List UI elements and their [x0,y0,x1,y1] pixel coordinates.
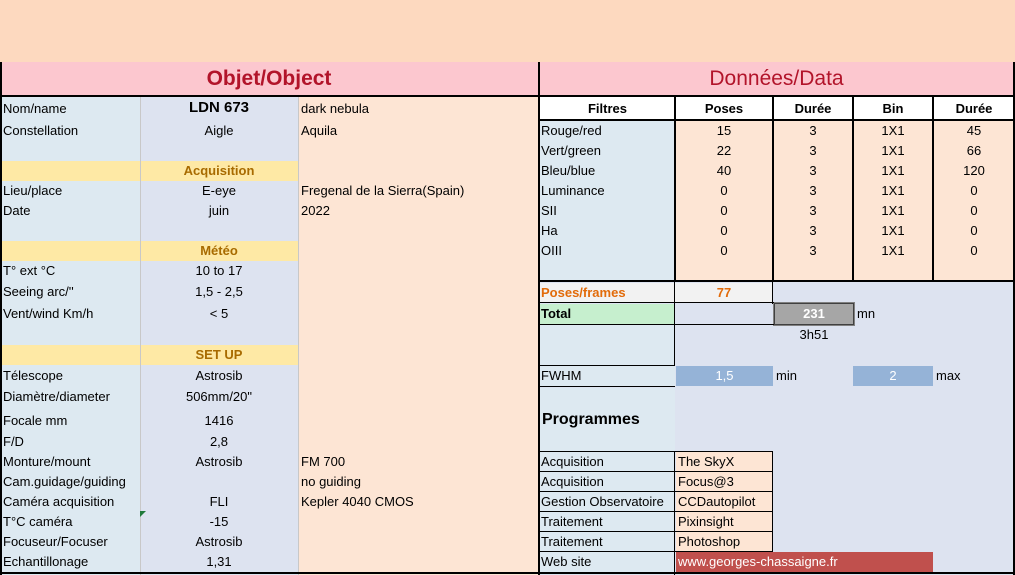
temp-value: 10 to 17 [195,263,243,278]
program-label: Gestion Observatoire [540,492,675,512]
filter-poses: 22 [716,143,732,158]
program-value: Photoshop [676,532,773,552]
filter-poses: 40 [716,163,732,178]
setup-label: Monture/mount [3,454,91,469]
filter-total: 66 [966,143,982,158]
place-label: Lieu/place [3,183,63,198]
filter-bin: 1X1 [881,183,905,198]
filter-poses: 0 [720,243,728,258]
setup-value: FLI [209,494,229,509]
grid-line [540,531,773,532]
setup-band-left [0,345,140,365]
setup-value: 1,31 [206,554,232,569]
filter-total: 0 [970,243,978,258]
setup-value: Astrosib [195,534,243,549]
comment-indicator-icon [140,511,146,517]
wind-value: < 5 [209,306,229,321]
grid-line [540,302,774,303]
grid-line [540,451,773,452]
filter-total: 0 [970,203,978,218]
grid-line [540,511,773,512]
temp-label: T° ext °C [3,263,56,278]
filter-bin: 1X1 [881,143,905,158]
frames-value: 77 [675,283,773,303]
filter-duration: 3 [809,143,817,158]
setup-value: Astrosib [195,454,243,469]
setup-label: Diamètre/diameter [3,389,110,404]
poses-header: Poses [675,98,773,120]
filter-total: 120 [963,163,985,178]
filter-bin: 1X1 [881,123,905,138]
filter-total: 0 [970,183,978,198]
grid-line [772,282,773,304]
grid-line [538,62,540,575]
filter-duration: 3 [809,203,817,218]
setup-label: Focuseur/Focuser [3,534,108,549]
grid-line [540,324,774,325]
duration-header: Durée [773,98,853,120]
filter-duration: 3 [809,183,817,198]
wind-label: Vent/wind Km/h [3,306,94,321]
filter-name: Luminance [541,183,605,198]
seeing-label: Seeing arc/'' [3,284,74,299]
setup-label: F/D [3,434,24,449]
grid-line [772,97,774,282]
total-label: Total [540,304,675,324]
constellation-label: Constellation [3,123,79,138]
program-label: Traitement [540,512,675,532]
grid-line [674,282,675,366]
programmes-title: Programmes [542,411,640,428]
grid-line [0,62,2,575]
total-hm: 3h51 [799,327,829,342]
date-month: juin [208,203,230,218]
setup-note: FM 700 [301,454,346,469]
grid-line [140,97,141,575]
name-label: Nom/name [3,101,67,116]
grid-line [298,97,299,575]
program-label: Acquisition [540,452,675,472]
filter-name: Ha [541,223,558,238]
acquisition-section: Acquisition [140,161,298,181]
grid-line [538,280,1015,282]
filter-duration: 3 [809,223,817,238]
fwhm-min-value: 1,5 [676,366,773,386]
constellation-fr: Aigle [204,123,234,138]
setup-note: no guiding [301,474,361,489]
grid-line [852,97,854,282]
program-value: The SkyX [676,452,773,472]
filter-duration: 3 [809,123,817,138]
frames-label: Poses/frames [540,283,675,303]
acquisition-band-left [0,161,140,181]
grid-line [0,572,1015,574]
setup-value: 2,8 [209,434,229,449]
filter-name: Bleu/blue [541,163,596,178]
program-value: Pixinsight [676,512,773,532]
date-year: 2022 [301,203,330,218]
setup-label: T°C caméra [3,514,73,529]
setup-label: Cam.guidage/guiding [3,474,126,489]
grid-line [540,551,773,552]
filter-poses: 0 [720,223,728,238]
program-value: Focus@3 [676,472,773,492]
filter-name: SII [541,203,557,218]
fwhm-min-label: min [776,368,797,383]
setup-value: -15 [209,514,229,529]
setup-value: 506mm/20" [185,389,253,404]
grid-line [540,491,773,492]
filter-name: OIII [541,243,562,258]
grid-line [538,119,1015,121]
filter-poses: 0 [720,203,728,218]
grid-line [674,451,675,575]
program-label: Acquisition [540,472,675,492]
top-band [0,0,1015,64]
total-duration-header: Durée [933,98,1015,120]
web-site-link[interactable]: www.georges-chassaigne.fr [676,552,933,572]
filter-total: 45 [966,123,982,138]
grid-line [540,471,773,472]
grid-line [540,386,675,387]
filter-total: 0 [970,223,978,238]
filter-name: Vert/green [541,143,601,158]
program-value: CCDautopilot [676,492,773,512]
filter-duration: 3 [809,243,817,258]
grid-line [674,97,676,282]
setup-label: Télescope [3,368,63,383]
filters-header: Filtres [540,98,675,120]
setup-label: Caméra acquisition [3,494,115,509]
date-label: Date [3,203,31,218]
constellation-en: Aquila [301,123,338,138]
grid-line [932,97,934,282]
filter-bin: 1X1 [881,163,905,178]
filter-bin: 1X1 [881,203,905,218]
fwhm-max-label: max [936,368,961,383]
filter-bin: 1X1 [881,243,905,258]
setup-section: SET UP [140,345,298,365]
meteo-section: Météo [140,241,298,261]
seeing-value: 1,5 - 2,5 [195,284,243,299]
setup-value: 1416 [204,413,234,428]
name-value: LDN 673 [188,99,250,116]
meteo-band-left [0,241,140,261]
filter-poses: 0 [720,183,728,198]
program-label: Traitement [540,532,675,552]
object-title: Objet/Object [0,62,538,97]
fwhm-label: FWHM [540,366,675,386]
place-value: E-eye [202,183,236,198]
setup-label: Echantillonage [3,554,89,569]
place-note: Fregenal de la Sierra(Spain) [301,183,465,198]
fwhm-max-value: 2 [853,366,933,386]
filter-name: Rouge/red [541,123,602,138]
web-site-label: Web site [540,552,675,572]
blank-blue-cell [540,324,675,366]
grid-line [540,365,675,366]
grid-line [772,451,773,552]
name-note: dark nebula [301,101,369,116]
filter-poses: 15 [716,123,732,138]
setup-note: Kepler 4040 CMOS [301,494,414,509]
filter-bin: 1X1 [881,223,905,238]
setup-label: Focale mm [3,413,68,428]
bin-header: Bin [853,98,933,120]
total-unit: mn [857,306,876,321]
setup-value: Astrosib [195,368,243,383]
data-title: Données/Data [538,62,1015,97]
filter-duration: 3 [809,163,817,178]
total-value: 231 [774,303,854,325]
